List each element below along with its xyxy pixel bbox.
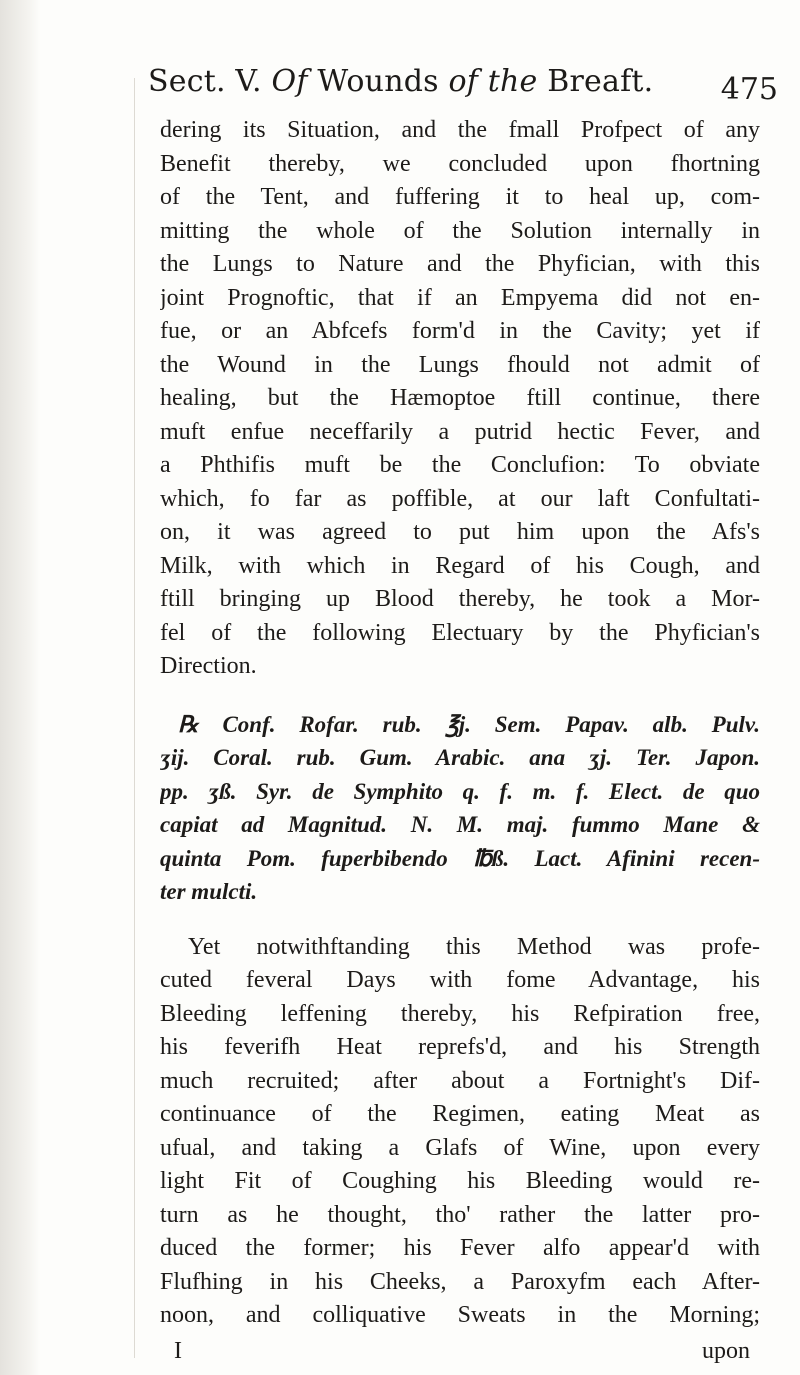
text-line: Direction. <box>160 653 257 679</box>
text-line: duced the former; his Fever alfo appear'd with <box>160 1235 760 1261</box>
text-line: healing, but the Hæmoptoe ftill continue, there <box>160 385 760 411</box>
text-line: mitting the whole of the Solution internally in <box>160 217 760 244</box>
text-line: Yet notwithftanding this Method was profe- <box>188 933 760 960</box>
recipe-line: quinta Pom. fuperbibendo ℔ß. Lact. Afinini recen- <box>160 845 760 871</box>
text-line: ftill bringing up Blood thereby, he took a Mor- <box>160 586 760 612</box>
body-text <box>160 114 760 1333</box>
text-line: the Lungs to Nature and the Phyfician, with this <box>160 251 760 277</box>
text-line: Benefit thereby, we concluded upon fhortning <box>160 150 760 177</box>
text-line: turn as he thought, tho' rather the latter pro- <box>160 1201 760 1228</box>
page-footer <box>160 1338 760 1368</box>
signature-mark: I <box>174 1338 182 1364</box>
text-line: muft enfue neceffarily a putrid hectic Fever, and <box>160 418 760 445</box>
text-line: a Phthifis muft be the Conclufion: To obviate <box>160 452 760 478</box>
text-line: Flufhing in his Cheeks, a Paroxyfm each After- <box>160 1268 760 1295</box>
recipe-line: ter mulcti. <box>160 879 258 904</box>
text-line: dering its Situation, and the fmall Profpect of any <box>160 117 760 143</box>
text-line: Bleeding leffening thereby, his Refpiration free, <box>160 1000 760 1027</box>
text-line: light Fit of Coughing his Bleeding would re- <box>160 1168 760 1194</box>
recipe-block <box>160 708 760 909</box>
catchword: upon <box>702 1338 750 1364</box>
paragraph-1 <box>160 114 760 684</box>
title-of: Of <box>271 64 308 99</box>
text-line: fue, or an Abfcefs form'd in the Cavity; yet if <box>160 318 760 344</box>
title-wounds: Wounds <box>317 64 439 99</box>
text-line: fel of the following Electuary by the Phyfician's <box>160 619 760 646</box>
recipe-line: capiat ad Magnitud. N. M. maj. fummo Mane & <box>160 812 760 837</box>
text-line: on, it was agreed to put him upon the Afs's <box>160 519 760 545</box>
text-line: joint Prognoftic, that if an Empyema did not en- <box>160 284 760 311</box>
section-label: Sect. V. <box>148 64 262 99</box>
running-head-title <box>148 64 653 99</box>
margin-rule <box>134 78 135 1358</box>
text-line: cuted feveral Days with fome Advantage, his <box>160 967 760 993</box>
page-number: 475 <box>720 72 778 107</box>
recipe-line: pp. ʒß. Syr. de Symphito q. f. m. f. Elect. de quo <box>160 778 760 804</box>
text-line: Milk, with which in Regard of his Cough, and <box>160 552 760 579</box>
page-gutter-shadow <box>0 0 40 1375</box>
running-head <box>148 58 778 107</box>
text-line: of the Tent, and fuffering it to heal up, com- <box>160 184 760 210</box>
text-line: the Wound in the Lungs fhould not admit of <box>160 351 760 378</box>
text-line: noon, and colliquative Sweats in the Morning; <box>160 1302 760 1328</box>
title-breast: Breaft. <box>547 64 654 99</box>
recipe-line: ℞ Conf. Rofar. rub. ℥j. Sem. Papav. alb. Pulv. <box>178 711 760 737</box>
text-line: continuance of the Regimen, eating Meat as <box>160 1101 760 1127</box>
text-line: his feverifh Heat reprefs'd, and his Strength <box>160 1034 760 1060</box>
paragraph-2 <box>160 931 760 1333</box>
text-line: ufual, and taking a Glafs of Wine, upon every <box>160 1134 760 1161</box>
text-line: which, fo far as poffible, at our laft Confultati- <box>160 485 760 512</box>
recipe-line: ʒij. Coral. rub. Gum. Arabic. ana ʒj. Ter. Japon. <box>160 745 760 770</box>
text-line: much recruited; after about a Fortnight's Dif- <box>160 1067 760 1094</box>
title-of-the: of the <box>448 64 538 99</box>
